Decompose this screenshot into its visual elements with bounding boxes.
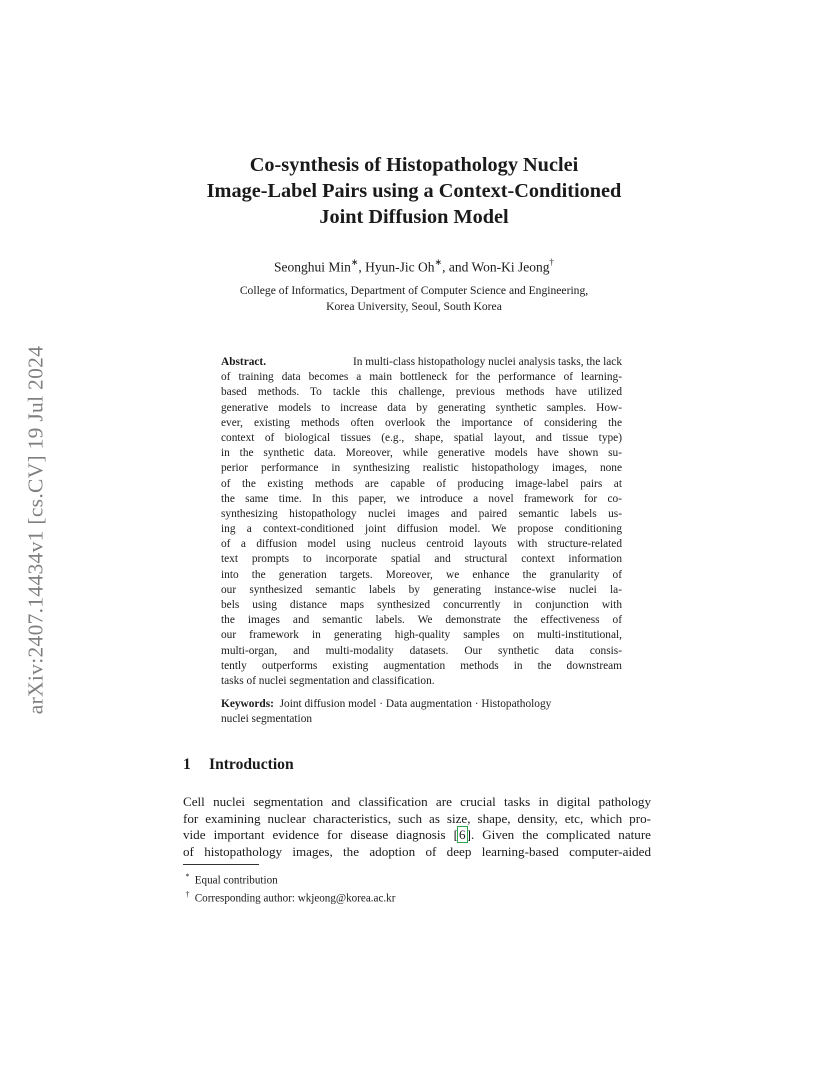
body-line	[183, 811, 651, 828]
author-list	[120, 254, 708, 277]
corresponding-author-mark: †	[549, 257, 554, 267]
abstract-line	[221, 507, 622, 522]
footnote	[183, 888, 395, 906]
affiliation	[120, 283, 708, 314]
body-line	[183, 794, 651, 811]
abstract-line	[221, 659, 622, 674]
abstract-line	[221, 416, 622, 431]
abstract-line	[221, 431, 622, 446]
abstract-line	[221, 583, 622, 598]
abstract-text: tasks of nuclei segmentation and classification.	[221, 674, 435, 687]
abstract-line	[221, 552, 622, 567]
abstract	[221, 355, 622, 689]
abstract-text: synthesizing histopathology nuclei images and paired semantic labels us-	[221, 507, 622, 520]
keywords	[221, 697, 622, 727]
author-separator: ,	[358, 259, 366, 275]
abstract-text: generative models to increase data by generating synthetic samples. How-	[221, 401, 622, 414]
abstract-label: Abstract.	[221, 356, 267, 368]
abstract-text: in the synthetic data. Moreover, while generative models have shown su-	[221, 447, 622, 460]
title-line: Co-synthesis of Histopathology Nuclei	[249, 154, 579, 176]
equal-contribution-mark: ∗	[434, 257, 443, 267]
body-text: . Given the complicated nature	[470, 827, 651, 843]
abstract-text: text prompts to incorporate spatial and structural context information	[221, 553, 622, 566]
abstract-text: of training data becomes a main bottleneck for the performance of learning-	[221, 371, 622, 384]
abstract-line	[221, 644, 622, 659]
abstract-line	[221, 537, 622, 552]
footnote-rule	[183, 864, 259, 865]
abstract-line	[221, 568, 622, 583]
abstract-line	[221, 401, 622, 416]
abstract-line	[221, 492, 622, 507]
abstract-text: into the generation targets. Moreover, we enhance the granularity of	[221, 568, 622, 581]
body-text: vide important evidence for disease diagnosis	[183, 827, 446, 843]
footnote-text: Equal contribution	[194, 874, 278, 887]
abstract-body	[221, 370, 622, 689]
abstract-line	[221, 613, 622, 628]
section-number: 1	[183, 756, 191, 773]
abstract-text: bels using distance maps synthesized concurrently in conjunction with	[221, 599, 622, 611]
footnote-mark: *	[185, 872, 190, 881]
title-line: Image-Label Pairs using a Context-Conditioned	[206, 180, 622, 202]
body-line: vide important evidence for disease diagnosis [6]. Given the complicated nature	[183, 827, 651, 843]
keywords-line	[221, 697, 622, 712]
author-name: Won-Ki Jeong	[471, 259, 550, 275]
keywords-line: nuclei segmentation	[221, 713, 313, 726]
citation-link[interactable]: 6	[459, 827, 466, 843]
author-separator: , and	[442, 259, 472, 275]
abstract-line	[221, 598, 622, 613]
abstract-text: the same time. In this paper, we introduce a novel framework for co-	[221, 492, 622, 505]
abstract-text: In multi-class histopathology nuclei analysis tasks, the lack	[352, 356, 622, 368]
body-text: of histopathology images, the adoption of deep learning-based computer-aided	[183, 843, 651, 859]
abstract-text: based methods. To tackle this challenge, previous methods have utilized	[221, 386, 622, 399]
section-heading	[183, 756, 294, 774]
affiliation-line: Korea University, Seoul, South Korea	[326, 299, 502, 313]
introduction-paragraph	[183, 794, 651, 860]
author-name: Seonghui Min	[273, 259, 351, 275]
abstract-line	[221, 674, 622, 689]
section-title-text: Introduction	[209, 756, 294, 773]
abstract-text: tently outperforms existing augmentation methods in the downstream	[221, 659, 622, 672]
keywords-label: Keywords:	[221, 698, 274, 710]
abstract-text: ever, existing methods often overlook the importance of considering the	[221, 416, 622, 429]
affiliation-line: College of Informatics, Department of Computer Science and Engineering,	[239, 284, 589, 297]
abstract-text: of a diffusion model using nucleus centroid layouts with structure-related	[221, 538, 622, 551]
equal-contribution-mark: ∗	[350, 257, 359, 267]
footnote	[183, 870, 395, 888]
abstract-text: the images and semantic labels. We demonstrate the effectiveness of	[221, 614, 622, 627]
abstract-text: of the existing methods are capable of producing image-label pairs at	[221, 477, 622, 490]
abstract-text: multi-organ, and multi-modality datasets. Our synthetic data consis-	[221, 644, 622, 657]
abstract-line	[221, 446, 622, 461]
abstract-text: context of biological tissues (e.g., shape, spatial layout, and tissue type)	[221, 431, 622, 444]
abstract-line	[221, 522, 622, 537]
author-name: Hyun-Jic Oh	[365, 259, 435, 275]
keywords-text: Joint diffusion model · Data augmentation · Histopathology	[279, 698, 552, 710]
paper-title	[120, 152, 708, 230]
abstract-line	[221, 628, 622, 643]
abstract-text: our synthesized semantic labels by generating instance-wise nuclei la-	[221, 583, 622, 596]
footnotes	[183, 870, 395, 906]
abstract-text: ing a context-conditioned joint diffusion model. We propose conditioning	[221, 523, 622, 536]
body-text: for examining nuclear characteristics, such as size, shape, density, etc, which pro-	[183, 810, 651, 826]
abstract-line	[221, 477, 622, 492]
body-line	[183, 844, 651, 861]
footnote-text: Corresponding author: wkjeong@korea.ac.kr	[194, 892, 396, 905]
body-text: Cell nuclei segmentation and classification are crucial tasks in digital pathology	[183, 794, 651, 809]
abstract-line	[221, 355, 622, 370]
arxiv-id-text: arXiv:2407.14434v1 [cs.CV] 19 Jul 2024	[23, 345, 48, 715]
abstract-line	[221, 461, 622, 476]
abstract-line	[221, 385, 622, 400]
footnote-mark: †	[185, 890, 190, 900]
abstract-text: our framework in generating high-quality samples on multi-institutional,	[221, 629, 622, 642]
abstract-text: perior performance in synthesizing realistic histopathology images, none	[221, 462, 622, 475]
abstract-line	[221, 370, 622, 385]
title-line: Joint Diffusion Model	[319, 206, 509, 228]
